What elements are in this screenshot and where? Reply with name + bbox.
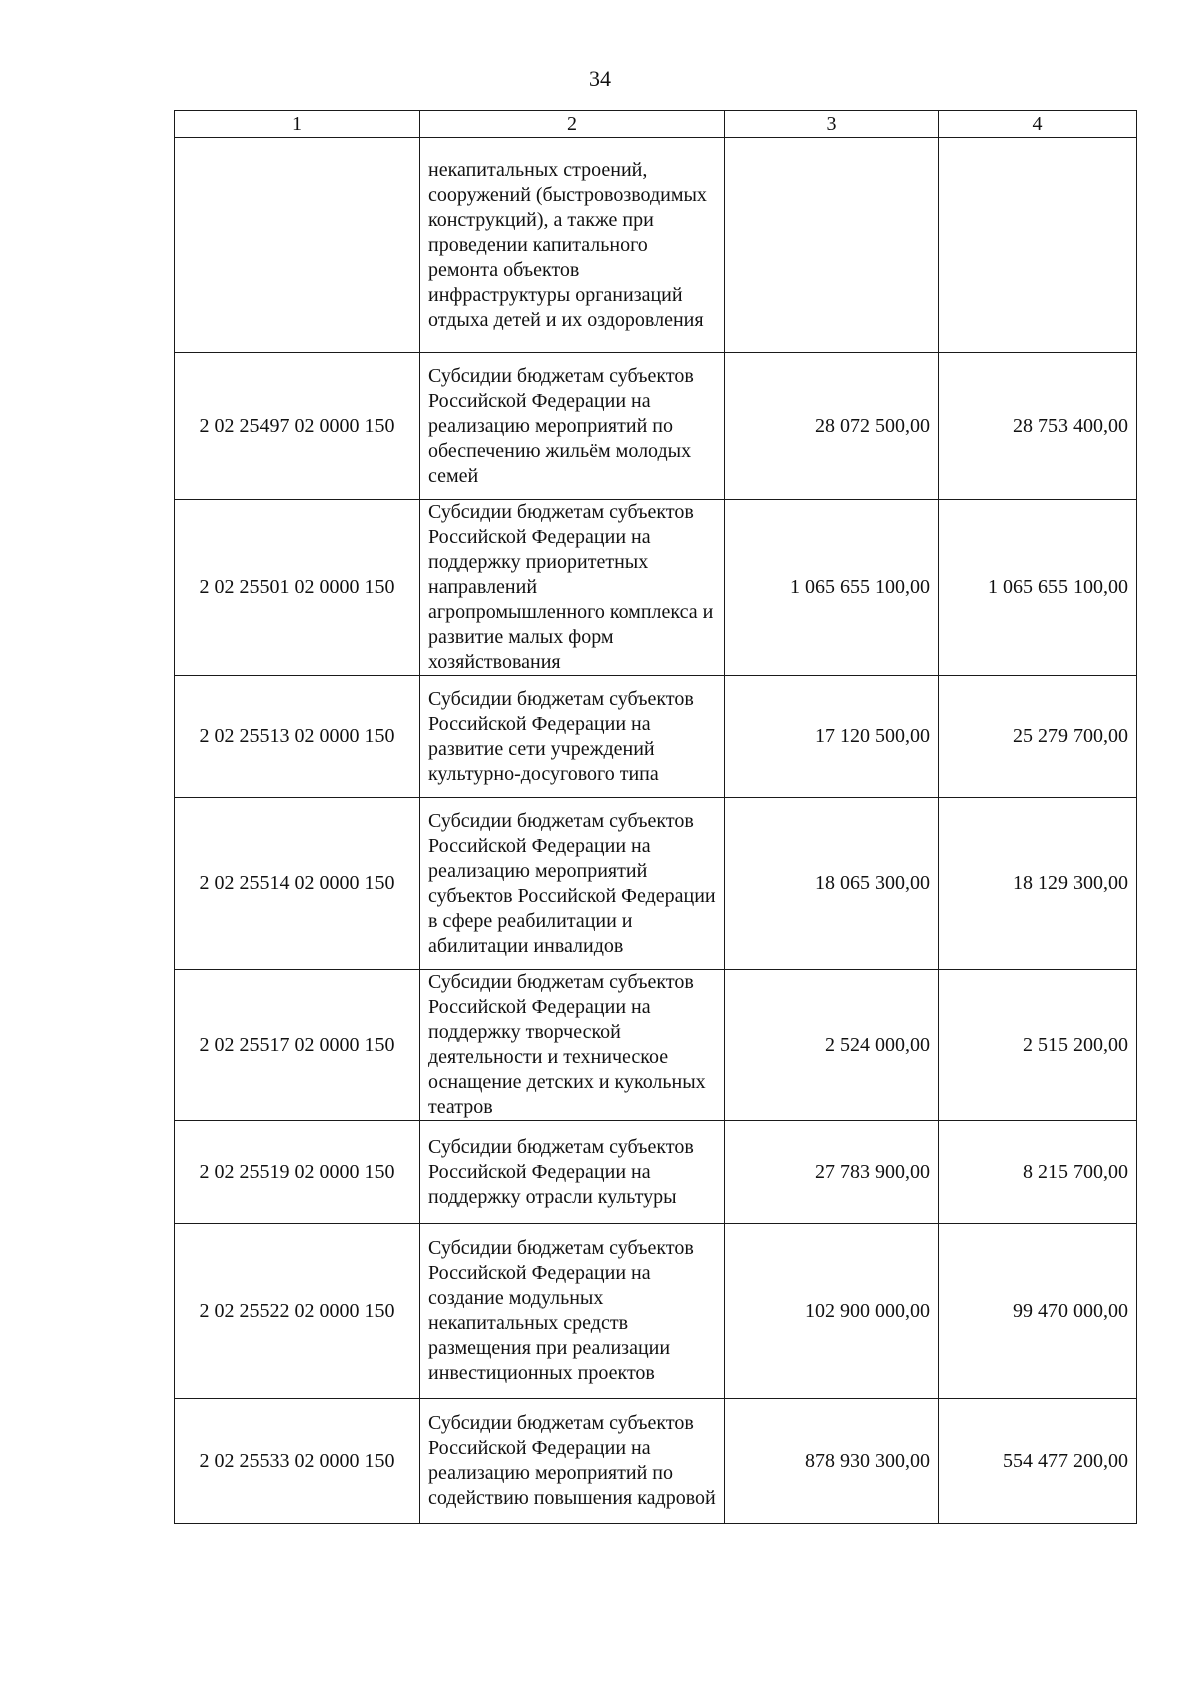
row-amount-3: 102 900 000,00 bbox=[725, 1224, 939, 1399]
table-row bbox=[175, 138, 1137, 353]
page-number: 34 bbox=[589, 66, 611, 91]
table-row bbox=[175, 500, 1137, 676]
table-row bbox=[175, 970, 1137, 1121]
row-description bbox=[420, 676, 725, 798]
row-code: 2 02 25522 02 0000 150 bbox=[175, 1224, 420, 1399]
row-amount-4: 18 129 300,00 bbox=[939, 798, 1137, 970]
row-amount-4: 2 515 200,00 bbox=[939, 970, 1137, 1121]
row-code: 2 02 25517 02 0000 150 bbox=[175, 970, 420, 1121]
row-description-text: Субсидии бюджетам субъектов Российской Федерации на реализацию мероприятий по содействию повышения кадровой bbox=[428, 1412, 716, 1509]
row-amount-3: 878 930 300,00 bbox=[725, 1399, 939, 1524]
row-amount-3: 27 783 900,00 bbox=[725, 1121, 939, 1224]
row-amount-3 bbox=[725, 138, 939, 353]
row-description bbox=[420, 798, 725, 970]
row-code: 2 02 25533 02 0000 150 bbox=[175, 1399, 420, 1524]
table-row bbox=[175, 1224, 1137, 1399]
table-row bbox=[175, 353, 1137, 500]
row-amount-3: 1 065 655 100,00 bbox=[725, 500, 939, 676]
row-description-text: некапитальных строений, сооружений (быстровозводимых конструкций), а также при проведении капитального ремонта объектов инфраструктуры организаций отдыха детей и их оздоровления bbox=[428, 158, 707, 331]
row-description-text: Субсидии бюджетам субъектов Российской Федерации на реализацию мероприятий субъектов Российской Федерации в сфере реабилитации и абилитации инвалидов bbox=[428, 809, 716, 957]
row-description bbox=[420, 500, 725, 676]
row-code: 2 02 25513 02 0000 150 bbox=[175, 676, 420, 798]
row-amount-3: 17 120 500,00 bbox=[725, 676, 939, 798]
row-description bbox=[420, 1121, 725, 1224]
row-description bbox=[420, 970, 725, 1121]
row-amount-4: 28 753 400,00 bbox=[939, 353, 1137, 500]
row-amount-3: 2 524 000,00 bbox=[725, 970, 939, 1121]
column-header-2: 2 bbox=[420, 111, 725, 138]
column-header-1: 1 bbox=[175, 111, 420, 138]
table-row bbox=[175, 798, 1137, 970]
row-code: 2 02 25501 02 0000 150 bbox=[175, 500, 420, 676]
table-row bbox=[175, 676, 1137, 798]
row-description-text: Субсидии бюджетам субъектов Российской Федерации на развитие сети учреждений культурно-досугового типа bbox=[428, 687, 694, 785]
row-amount-4: 99 470 000,00 bbox=[939, 1224, 1137, 1399]
table-header-row bbox=[175, 111, 1137, 138]
row-code bbox=[175, 138, 420, 353]
column-header-3: 3 bbox=[725, 111, 939, 138]
row-amount-3: 28 072 500,00 bbox=[725, 353, 939, 500]
row-amount-4: 8 215 700,00 bbox=[939, 1121, 1137, 1224]
row-description bbox=[420, 1224, 725, 1399]
table-row bbox=[175, 1121, 1137, 1224]
row-amount-4: 1 065 655 100,00 bbox=[939, 500, 1137, 676]
row-description bbox=[420, 1399, 725, 1524]
row-amount-3: 18 065 300,00 bbox=[725, 798, 939, 970]
row-description-text: Субсидии бюджетам субъектов Российской Федерации на поддержку творческой деятельности и техническое оснащение детских и кукольных театров bbox=[428, 971, 706, 1118]
column-header-4: 4 bbox=[939, 111, 1137, 138]
table-row bbox=[175, 1399, 1137, 1524]
budget-table bbox=[174, 110, 1137, 1524]
row-amount-4: 25 279 700,00 bbox=[939, 676, 1137, 798]
row-amount-4 bbox=[939, 138, 1137, 353]
row-description-text: Субсидии бюджетам субъектов Российской Федерации на реализацию мероприятий по обеспечению жильём молодых семей bbox=[428, 364, 694, 487]
row-amount-4: 554 477 200,00 bbox=[939, 1399, 1137, 1524]
row-code: 2 02 25497 02 0000 150 bbox=[175, 353, 420, 500]
row-code: 2 02 25514 02 0000 150 bbox=[175, 798, 420, 970]
row-description-text: Субсидии бюджетам субъектов Российской Федерации на поддержку отрасли культуры bbox=[428, 1135, 694, 1208]
row-description-text: Субсидии бюджетам субъектов Российской Федерации на поддержку приоритетных направлений агропромышленного комплекса и развитие малых форм хозяйствования bbox=[428, 501, 714, 673]
row-description-text: Субсидии бюджетам субъектов Российской Федерации на создание модульных некапитальных средств размещения при реализации инвестиционных проектов bbox=[428, 1237, 694, 1384]
row-description bbox=[420, 353, 725, 500]
row-code: 2 02 25519 02 0000 150 bbox=[175, 1121, 420, 1224]
row-description bbox=[420, 138, 725, 353]
